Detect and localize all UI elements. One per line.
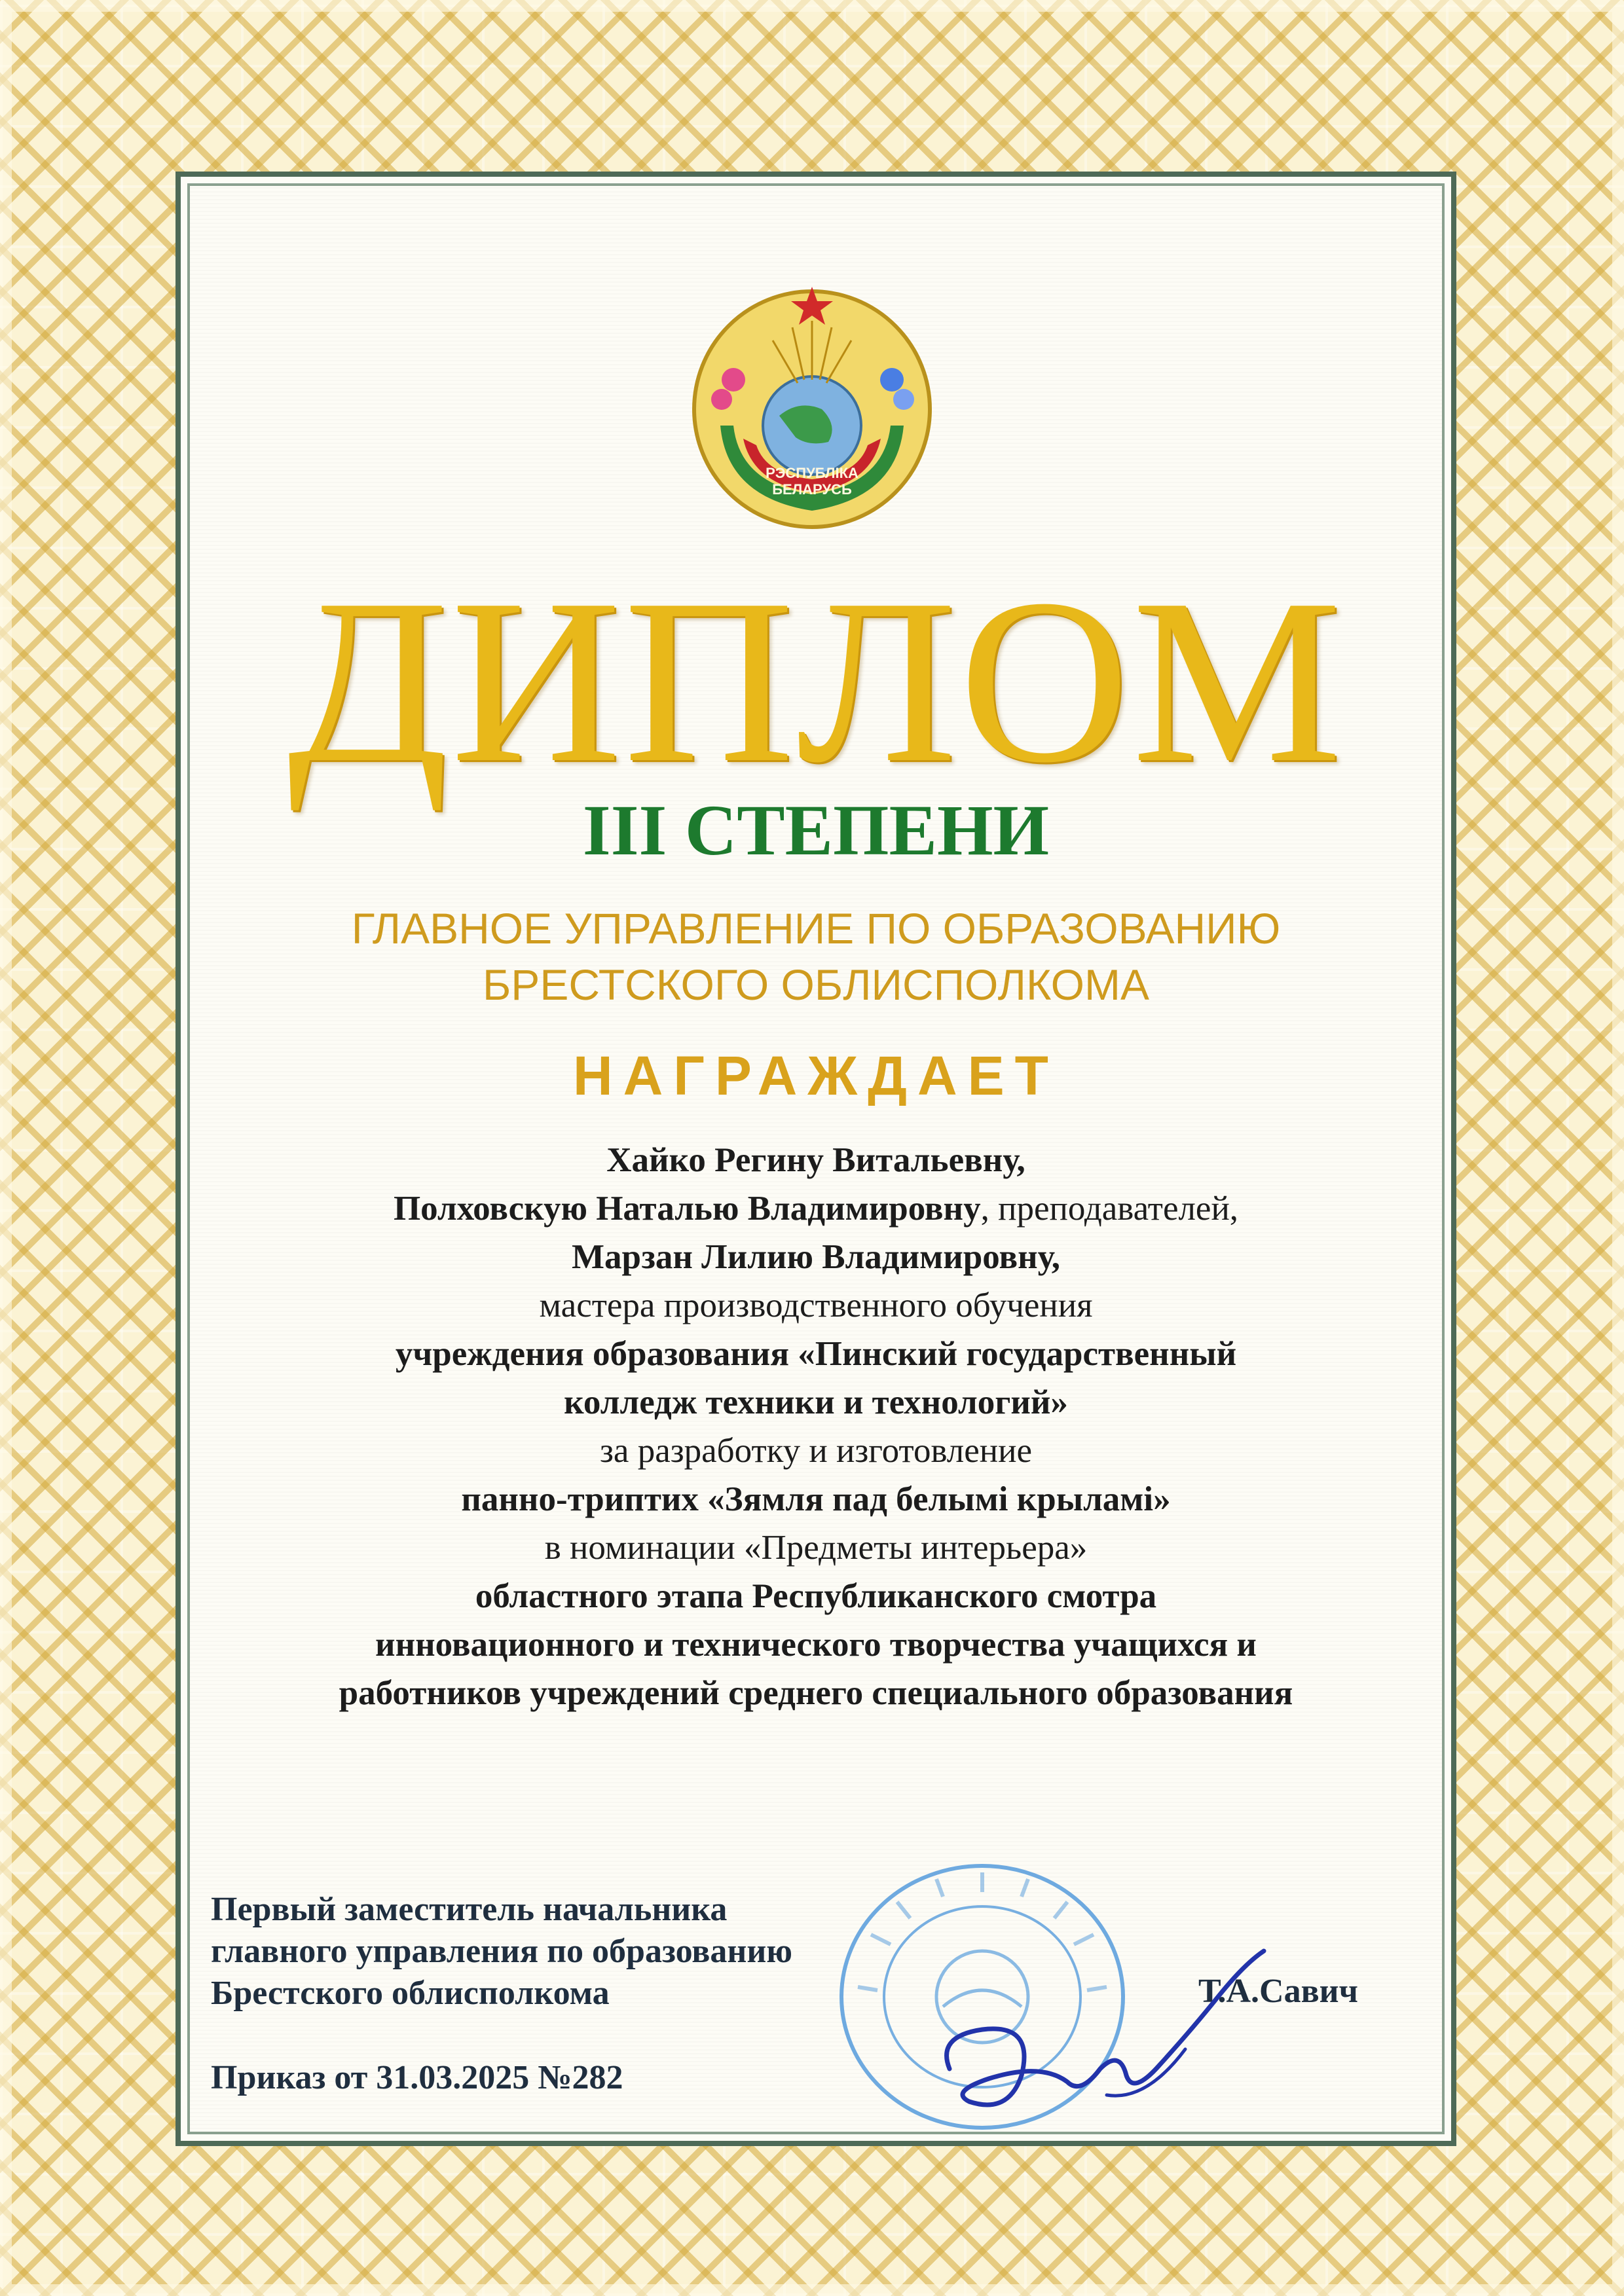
diploma-degree: III СТЕПЕНИ (582, 790, 1050, 870)
diploma-title: ДИПЛОМ (287, 550, 1344, 811)
awards-heading: НАГРАЖДАЕТ (572, 1045, 1059, 1106)
signatory-line2: главного управления по образованию (211, 1933, 793, 1970)
organization-line1: ГЛАВНОЕ УПРАВЛЕНИЕ ПО ОБРАЗОВАНИЮ (351, 904, 1281, 953)
recipient-name-2: Полховскую Наталью Владимировну (393, 1190, 981, 1228)
event-line2: инновационного и технического творчества учащихся и (375, 1626, 1257, 1664)
work-title: панно-триптих «Зямля пад белымі крыламі» (461, 1480, 1171, 1518)
recipient-name-3: Марзан Лилию Владимировну, (571, 1238, 1061, 1276)
emblem-ribbon-line1: РЭСПУБЛІКА (766, 465, 858, 481)
institution-line2: колледж техники и технологий» (564, 1383, 1068, 1421)
issuing-organization (175, 900, 1456, 1013)
award-text (175, 1136, 1456, 1717)
emblem-ribbon-line2: БЕЛАРУСЬ (772, 481, 852, 498)
award-reason: за разработку и изготовление (599, 1432, 1032, 1470)
institution-line1: учреждения образования «Пинский государственный (395, 1335, 1237, 1373)
signatory-line1: Первый заместитель начальника (211, 1891, 728, 1928)
organization-line2: БРЕСТСКОГО ОБЛИСПОЛКОМА (482, 960, 1149, 1009)
nomination: в номинации «Предметы интерьера» (544, 1529, 1088, 1567)
recipient-name-1: Хайко Регину Витальевну, (606, 1141, 1025, 1179)
signature (910, 1938, 1277, 2147)
signatory-name: Т.А.Савич (1198, 1973, 1358, 2010)
recipient-role-2: мастера производственного обучения (539, 1286, 1093, 1324)
recipient-line-2 (175, 1184, 1456, 1233)
recipient-role-1: , преподавателей, (980, 1190, 1239, 1228)
order-reference: Приказ от 31.03.2025 №282 (211, 2059, 623, 2096)
event-line3: работников учреждений среднего специального образования (339, 1674, 1293, 1712)
event-line1: областного этапа Республиканского смотра (475, 1577, 1157, 1615)
signatory-title (211, 1889, 792, 2014)
coat-of-arms-emblem (681, 275, 943, 537)
signatory-line3: Брестского облисполкома (211, 1975, 610, 2012)
